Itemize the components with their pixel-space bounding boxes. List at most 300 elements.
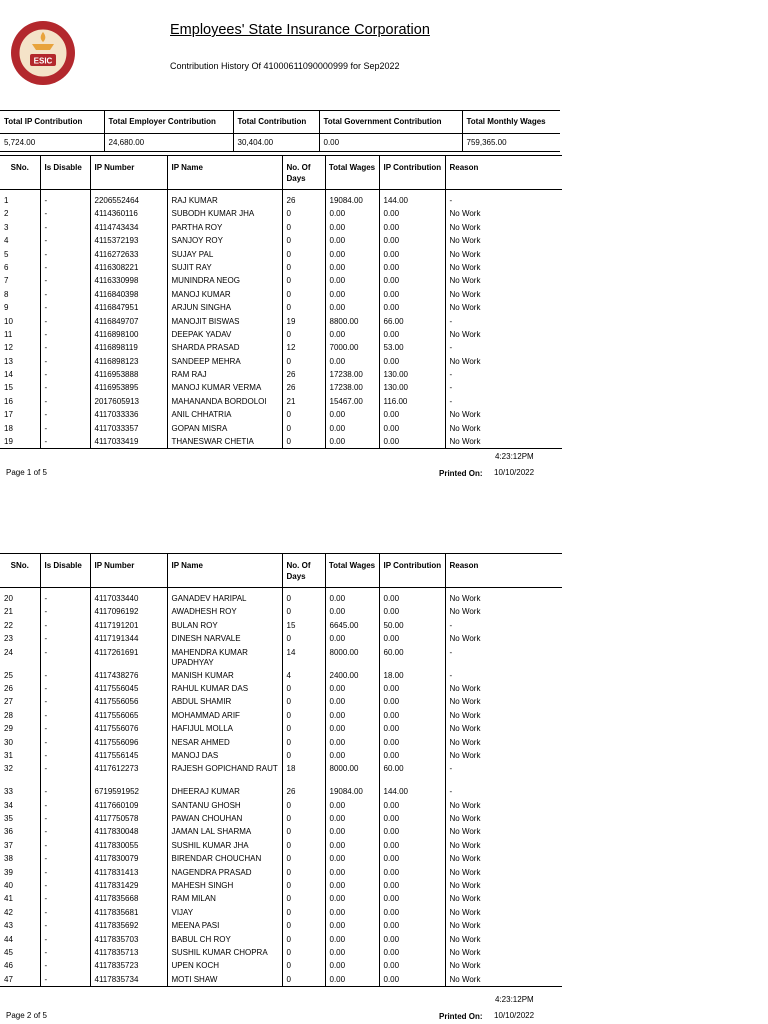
- cell-reason: -: [445, 381, 562, 394]
- cell-sno: 38: [4, 854, 13, 864]
- cell-sno: 12: [4, 343, 13, 353]
- cell-is-disable: -: [40, 973, 90, 987]
- cell-days: 0: [282, 695, 325, 708]
- cell-total-wages: 0.00: [325, 408, 379, 421]
- table-row: [0, 301, 562, 314]
- cell-ip-name: SANJOY ROY: [167, 234, 282, 247]
- cell-ip-name: JAMAN LAL SHARMA: [167, 825, 282, 838]
- cell-is-disable: -: [40, 632, 90, 645]
- cell-is-disable: -: [40, 368, 90, 381]
- cell-ip-number: 4116840398: [90, 288, 167, 301]
- cell-reason: No Work: [445, 632, 562, 645]
- col-header-reason: Reason: [445, 156, 562, 190]
- cell-is-disable: -: [40, 315, 90, 328]
- table-row: [0, 328, 562, 341]
- cell-ip-contribution: 0.00: [379, 261, 445, 274]
- cell-sno: 37: [4, 840, 13, 850]
- col-header-ip-contribution: IP Contribution: [379, 156, 445, 190]
- cell-days: 0: [282, 879, 325, 892]
- cell-is-disable: -: [40, 736, 90, 749]
- summary-value-total: 30,404.00: [233, 134, 319, 152]
- col-header-wages: Total Wages: [325, 554, 379, 588]
- cell-ip-number: 4117835681: [90, 906, 167, 919]
- cell-days: 0: [282, 221, 325, 234]
- cell-ip-contribution: 0.00: [379, 839, 445, 852]
- cell-total-wages: 0.00: [325, 274, 379, 287]
- cell-reason: No Work: [445, 274, 562, 287]
- page-number-2: Page 2 of 5: [6, 1011, 47, 1020]
- cell-total-wages: 0.00: [325, 355, 379, 368]
- cell-sno: 29: [4, 724, 13, 734]
- print-time-page-1: 4:23:12PM: [495, 452, 534, 461]
- cell-is-disable: -: [40, 207, 90, 220]
- cell-days: 0: [282, 892, 325, 905]
- table-row: [0, 395, 562, 408]
- cell-total-wages: 0.00: [325, 825, 379, 838]
- cell-total-wages: 0.00: [325, 422, 379, 435]
- cell-reason: No Work: [445, 288, 562, 301]
- cell-total-wages: 0.00: [325, 749, 379, 762]
- summary-header-wages: Total Monthly Wages: [462, 111, 560, 134]
- cell-ip-contribution: 0.00: [379, 825, 445, 838]
- table-row: [0, 646, 562, 669]
- cell-sno: 19: [0, 435, 40, 449]
- cell-is-disable: -: [40, 422, 90, 435]
- cell-sno: 22: [4, 620, 13, 630]
- cell-sno: 16: [4, 396, 13, 406]
- col-header-disable: Is Disable: [40, 554, 90, 588]
- cell-total-wages: 0.00: [325, 946, 379, 959]
- cell-ip-contribution: 0.00: [379, 221, 445, 234]
- cell-is-disable: -: [40, 435, 90, 449]
- cell-reason: No Work: [445, 852, 562, 865]
- table-row: [0, 762, 562, 785]
- cell-total-wages: 15467.00: [325, 395, 379, 408]
- cell-is-disable: -: [40, 355, 90, 368]
- cell-days: 0: [282, 906, 325, 919]
- cell-ip-number: 4117830079: [90, 852, 167, 865]
- col-header-days: No. Of Days: [282, 156, 325, 190]
- cell-total-wages: 0.00: [325, 709, 379, 722]
- cell-total-wages: 2400.00: [325, 669, 379, 682]
- cell-ip-number: 4116330998: [90, 274, 167, 287]
- cell-days: 12: [282, 341, 325, 354]
- cell-total-wages: 0.00: [325, 605, 379, 618]
- cell-reason: -: [445, 669, 562, 682]
- cell-sno: 3: [4, 222, 9, 232]
- cell-is-disable: -: [40, 669, 90, 682]
- cell-sno: 46: [4, 961, 13, 971]
- summary-header-ip: Total IP Contribution: [0, 111, 104, 134]
- cell-is-disable: -: [40, 812, 90, 825]
- cell-sno: 7: [4, 276, 9, 286]
- cell-ip-number: 4117830055: [90, 839, 167, 852]
- cell-ip-name: SUBODH KUMAR JHA: [167, 207, 282, 220]
- cell-is-disable: -: [40, 799, 90, 812]
- cell-reason: No Work: [445, 695, 562, 708]
- cell-total-wages: 0.00: [325, 919, 379, 932]
- cell-sno: 41: [4, 894, 13, 904]
- cell-days: 0: [282, 261, 325, 274]
- cell-total-wages: 7000.00: [325, 341, 379, 354]
- cell-ip-name: MANOJ DAS: [167, 749, 282, 762]
- col-header-wages: Total Wages: [325, 156, 379, 190]
- column-header-row: [0, 156, 562, 190]
- cell-ip-number: 4117835734: [90, 973, 167, 987]
- cell-total-wages: 0.00: [325, 879, 379, 892]
- cell-ip-number: 4115372193: [90, 234, 167, 247]
- cell-ip-number: 4116308221: [90, 261, 167, 274]
- cell-is-disable: -: [40, 906, 90, 919]
- cell-reason: No Work: [445, 946, 562, 959]
- cell-sno: 8: [4, 289, 9, 299]
- cell-sno: 15: [4, 383, 13, 393]
- cell-is-disable: -: [40, 825, 90, 838]
- cell-ip-contribution: 0.00: [379, 946, 445, 959]
- table-row: [0, 959, 562, 972]
- cell-total-wages: 0.00: [325, 866, 379, 879]
- cell-total-wages: 0.00: [325, 892, 379, 905]
- cell-sno: 13: [4, 356, 13, 366]
- col-header-reason: Reason: [445, 554, 562, 588]
- cell-reason: -: [445, 395, 562, 408]
- printed-on-label-text-2: Printed On:: [439, 1012, 483, 1021]
- cell-ip-number: 4117033419: [90, 435, 167, 449]
- cell-ip-name: SUJIT RAY: [167, 261, 282, 274]
- document-subtitle: Contribution History Of 41000611090000999 for Sep2022: [170, 61, 400, 71]
- cell-ip-contribution: 53.00: [379, 341, 445, 354]
- cell-reason: No Work: [445, 605, 562, 618]
- cell-ip-number: 4117556145: [90, 749, 167, 762]
- cell-sno: 25: [4, 670, 13, 680]
- table-row: [0, 812, 562, 825]
- table-row: [0, 341, 562, 354]
- cell-reason: No Work: [445, 736, 562, 749]
- cell-ip-name: RAJ KUMAR: [167, 194, 282, 207]
- table-row: [0, 194, 562, 207]
- cell-reason: -: [445, 785, 562, 798]
- cell-sno: 26: [4, 683, 13, 693]
- cell-sno: 45: [4, 947, 13, 957]
- column-header-row: [0, 554, 562, 588]
- cell-ip-number: 4117835703: [90, 933, 167, 946]
- table-row: [0, 785, 562, 798]
- cell-ip-name: DINESH NARVALE: [167, 632, 282, 645]
- cell-ip-name: MAHANANDA BORDOLOI: [167, 395, 282, 408]
- col-header-disable: Is Disable: [40, 156, 90, 190]
- cell-ip-name: SANTANU GHOSH: [167, 799, 282, 812]
- cell-ip-number: 4116898100: [90, 328, 167, 341]
- cell-ip-contribution: 0.00: [379, 736, 445, 749]
- cell-ip-contribution: 0.00: [379, 408, 445, 421]
- cell-ip-name: GOPAN MISRA: [167, 422, 282, 435]
- cell-days: 0: [282, 632, 325, 645]
- cell-total-wages: 19084.00: [325, 194, 379, 207]
- cell-ip-name: MANOJ KUMAR: [167, 288, 282, 301]
- cell-total-wages: 0.00: [325, 799, 379, 812]
- cell-ip-name: MUNINDRA NEOG: [167, 274, 282, 287]
- cell-days: 15: [282, 619, 325, 632]
- cell-total-wages: 8800.00: [325, 315, 379, 328]
- cell-ip-number: 4116898119: [90, 341, 167, 354]
- cell-days: 0: [282, 605, 325, 618]
- table-row: [0, 736, 562, 749]
- summary-header-row: [0, 111, 560, 134]
- summary-header-government: Total Government Contribution: [319, 111, 462, 134]
- cell-sno: 40: [4, 881, 13, 891]
- cell-ip-contribution: 60.00: [379, 646, 445, 669]
- cell-ip-contribution: 0.00: [379, 879, 445, 892]
- cell-sno: 32: [4, 764, 13, 774]
- cell-days: 0: [282, 248, 325, 261]
- cell-sno: 1: [4, 196, 9, 205]
- contribution-table-page-1: [0, 155, 562, 449]
- cell-ip-number: 4117438276: [90, 669, 167, 682]
- cell-reason: No Work: [445, 799, 562, 812]
- cell-ip-name: MANOJIT BISWAS: [167, 315, 282, 328]
- cell-ip-name: GANADEV HARIPAL: [167, 592, 282, 605]
- cell-ip-number: 4117556076: [90, 722, 167, 735]
- cell-ip-name: BULAN ROY: [167, 619, 282, 632]
- table-row: [0, 973, 562, 987]
- cell-days: 14: [282, 646, 325, 669]
- cell-is-disable: -: [40, 619, 90, 632]
- table-row: [0, 619, 562, 632]
- cell-is-disable: -: [40, 221, 90, 234]
- table-row: [0, 695, 562, 708]
- cell-ip-name: BABUL CH ROY: [167, 933, 282, 946]
- cell-reason: No Work: [445, 682, 562, 695]
- cell-sno: 21: [4, 607, 13, 617]
- cell-reason: No Work: [445, 866, 562, 879]
- table-row: [0, 422, 562, 435]
- cell-total-wages: 0.00: [325, 288, 379, 301]
- cell-ip-name: MANISH KUMAR: [167, 669, 282, 682]
- cell-ip-number: 4117191344: [90, 632, 167, 645]
- cell-days: 0: [282, 722, 325, 735]
- cell-total-wages: 0.00: [325, 261, 379, 274]
- cell-is-disable: -: [40, 381, 90, 394]
- cell-ip-name: PARTHA ROY: [167, 221, 282, 234]
- cell-reason: No Work: [445, 709, 562, 722]
- cell-days: 26: [282, 368, 325, 381]
- cell-reason: No Work: [445, 408, 562, 421]
- cell-ip-number: 2206552464: [90, 194, 167, 207]
- cell-reason: No Work: [445, 959, 562, 972]
- table-row: [0, 207, 562, 220]
- cell-is-disable: -: [40, 592, 90, 605]
- cell-ip-name: DHEERAJ KUMAR: [167, 785, 282, 798]
- document-title: Employees' State Insurance Corporation: [170, 22, 430, 38]
- cell-total-wages: 0.00: [325, 632, 379, 645]
- cell-reason: No Work: [445, 906, 562, 919]
- cell-is-disable: -: [40, 301, 90, 314]
- table-row: [0, 315, 562, 328]
- cell-is-disable: -: [40, 933, 90, 946]
- cell-reason: No Work: [445, 812, 562, 825]
- cell-days: 0: [282, 274, 325, 287]
- cell-ip-number: 4117612273: [90, 762, 167, 785]
- cell-total-wages: 8000.00: [325, 762, 379, 785]
- cell-sno: 23: [4, 634, 13, 644]
- cell-is-disable: -: [40, 288, 90, 301]
- cell-reason: No Work: [445, 422, 562, 435]
- table-row: [0, 799, 562, 812]
- cell-ip-number: 4117033440: [90, 592, 167, 605]
- table-row: [0, 682, 562, 695]
- cell-reason: -: [445, 368, 562, 381]
- cell-sno: 11: [4, 329, 13, 339]
- cell-ip-name: THANESWAR CHETIA: [167, 435, 282, 449]
- esic-logo: [10, 20, 76, 86]
- table-row: [0, 435, 562, 449]
- cell-is-disable: -: [40, 274, 90, 287]
- table-row: [0, 221, 562, 234]
- summary-value-employer: 24,680.00: [104, 134, 233, 152]
- cell-ip-name: MOTI SHAW: [167, 973, 282, 987]
- cell-ip-number: 4114360116: [90, 207, 167, 220]
- cell-ip-name: SHARDA PRASAD: [167, 341, 282, 354]
- cell-days: 0: [282, 749, 325, 762]
- table-row: [0, 946, 562, 959]
- cell-total-wages: 0.00: [325, 435, 379, 449]
- cell-total-wages: 0.00: [325, 736, 379, 749]
- cell-is-disable: -: [40, 682, 90, 695]
- cell-reason: -: [445, 619, 562, 632]
- cell-total-wages: 19084.00: [325, 785, 379, 798]
- cell-reason: No Work: [445, 234, 562, 247]
- cell-sno: 24: [4, 647, 13, 657]
- cell-sno: 34: [4, 800, 13, 810]
- cell-ip-name: SUJAY PAL: [167, 248, 282, 261]
- cell-ip-number: 4117191201: [90, 619, 167, 632]
- cell-sno: 5: [4, 249, 9, 259]
- cell-ip-number: 4117556056: [90, 695, 167, 708]
- cell-sno: 39: [4, 867, 13, 877]
- cell-reason: No Work: [445, 919, 562, 932]
- cell-ip-number: 4117835692: [90, 919, 167, 932]
- cell-total-wages: 0.00: [325, 592, 379, 605]
- cell-ip-name: MAHENDRA KUMAR UPADHYAY: [167, 646, 282, 669]
- contribution-table-page-2: [0, 553, 562, 987]
- cell-is-disable: -: [40, 709, 90, 722]
- cell-ip-number: 4117033336: [90, 408, 167, 421]
- cell-ip-name: RAJESH GOPICHAND RAUT: [167, 762, 282, 785]
- table-row: [0, 906, 562, 919]
- cell-ip-contribution: 0.00: [379, 288, 445, 301]
- cell-ip-name: VIJAY: [167, 906, 282, 919]
- cell-days: 0: [282, 288, 325, 301]
- cell-total-wages: 0.00: [325, 221, 379, 234]
- cell-ip-number: 4117556096: [90, 736, 167, 749]
- table-row: [0, 288, 562, 301]
- printed-on-date-2: 10/10/2022: [494, 1011, 535, 1020]
- cell-ip-contribution: 0.00: [379, 799, 445, 812]
- cell-is-disable: -: [40, 946, 90, 959]
- cell-total-wages: 17238.00: [325, 381, 379, 394]
- cell-ip-contribution: 0.00: [379, 274, 445, 287]
- cell-total-wages: 0.00: [325, 207, 379, 220]
- printed-on-label-1: [439, 469, 483, 478]
- cell-ip-contribution: 130.00: [379, 381, 445, 394]
- cell-ip-number: 4117660109: [90, 799, 167, 812]
- cell-days: 0: [282, 234, 325, 247]
- table-row: [0, 248, 562, 261]
- cell-reason: No Work: [445, 592, 562, 605]
- cell-sno: 36: [4, 827, 13, 837]
- cell-ip-number: 4117750578: [90, 812, 167, 825]
- cell-ip-number: 4117835723: [90, 959, 167, 972]
- cell-is-disable: -: [40, 341, 90, 354]
- cell-ip-number: 4117831413: [90, 866, 167, 879]
- cell-ip-number: 4117835713: [90, 946, 167, 959]
- cell-reason: No Work: [445, 879, 562, 892]
- cell-total-wages: 0.00: [325, 722, 379, 735]
- cell-ip-contribution: 0.00: [379, 919, 445, 932]
- cell-ip-contribution: 0.00: [379, 959, 445, 972]
- cell-ip-number: 4116272633: [90, 248, 167, 261]
- cell-days: 0: [282, 825, 325, 838]
- cell-total-wages: 0.00: [325, 852, 379, 865]
- cell-reason: No Work: [445, 261, 562, 274]
- table-row: [0, 632, 562, 645]
- cell-sno: 33: [4, 787, 13, 797]
- cell-days: 0: [282, 973, 325, 987]
- cell-ip-contribution: 0.00: [379, 866, 445, 879]
- cell-total-wages: 0.00: [325, 248, 379, 261]
- cell-reason: -: [445, 762, 562, 785]
- cell-ip-contribution: 0.00: [379, 301, 445, 314]
- cell-days: 0: [282, 946, 325, 959]
- cell-is-disable: -: [40, 749, 90, 762]
- cell-days: 0: [282, 207, 325, 220]
- cell-reason: No Work: [445, 355, 562, 368]
- cell-is-disable: -: [40, 722, 90, 735]
- col-header-ip-contribution: IP Contribution: [379, 554, 445, 588]
- cell-total-wages: 6645.00: [325, 619, 379, 632]
- cell-ip-name: BIRENDAR CHOUCHAN: [167, 852, 282, 865]
- cell-ip-number: 4117835668: [90, 892, 167, 905]
- cell-is-disable: -: [40, 328, 90, 341]
- cell-total-wages: 8000.00: [325, 646, 379, 669]
- cell-ip-number: 2017605913: [90, 395, 167, 408]
- cell-ip-name: AWADHESH ROY: [167, 605, 282, 618]
- cell-ip-contribution: 144.00: [379, 785, 445, 798]
- cell-days: 26: [282, 785, 325, 798]
- cell-ip-contribution: 0.00: [379, 682, 445, 695]
- cell-ip-name: HAFIJUL MOLLA: [167, 722, 282, 735]
- cell-ip-name: ANIL CHHATRIA: [167, 408, 282, 421]
- cell-ip-contribution: 0.00: [379, 605, 445, 618]
- col-header-sno: SNo.: [0, 156, 40, 190]
- summary-value-government: 0.00: [319, 134, 462, 152]
- cell-days: 0: [282, 839, 325, 852]
- cell-ip-number: 4116898123: [90, 355, 167, 368]
- cell-is-disable: -: [40, 646, 90, 669]
- cell-days: 0: [282, 812, 325, 825]
- cell-ip-name: SUSHIL KUMAR JHA: [167, 839, 282, 852]
- cell-ip-contribution: 0.00: [379, 695, 445, 708]
- col-header-days: No. Of Days: [282, 554, 325, 588]
- cell-ip-number: 4117830048: [90, 825, 167, 838]
- cell-ip-contribution: 0.00: [379, 973, 445, 987]
- cell-reason: No Work: [445, 933, 562, 946]
- cell-ip-name: ARJUN SINGHA: [167, 301, 282, 314]
- cell-is-disable: -: [40, 785, 90, 798]
- cell-ip-name: NAGENDRA PRASAD: [167, 866, 282, 879]
- cell-total-wages: 0.00: [325, 234, 379, 247]
- cell-ip-contribution: 116.00: [379, 395, 445, 408]
